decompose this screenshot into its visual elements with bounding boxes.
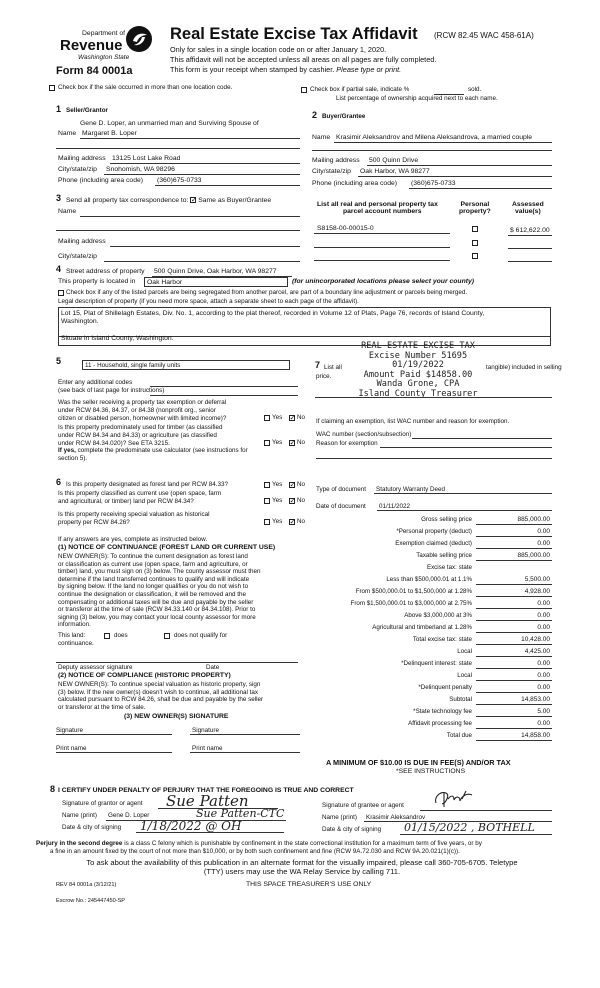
buyer-section-number: 2 [312,110,318,120]
legal-description-field[interactable]: Lot 15, Plat of Shillelagh Estates, Div. No. 1, according to the plat thereof, recorded in Volume 12 of Plats, Page 76, records of Island County, Washington. [58,307,551,337]
seller-name-line-2: Margaret B. Loper [82,130,137,137]
tax-row-value[interactable]: 14,853.00 [521,696,550,703]
grantor-signature-label: Signature of grantor or agent [62,800,143,807]
additional-codes-note: (see back of last page for instructions) [58,387,165,394]
ownership-note: List percentage of ownership acquired next to each name. [336,95,498,102]
buyer-city-label: City/state/zip [312,168,351,175]
grantee-date-label: Date & city of signing [322,826,382,833]
exemption-yes-label: Yes [272,414,283,421]
does-qualify-checkbox[interactable] [104,633,110,639]
timber-yes-checkbox[interactable] [264,440,270,446]
partial-sale-checkbox[interactable] [301,87,307,93]
new-owner-signature-label-1: Signature [56,727,83,734]
tax-row-label: Exemption claimed (deduct) [395,540,472,547]
correspondence-city-label: City/state/zip [58,253,97,260]
if-yes-instruction: If any answers are yes, complete as instructed below. [58,536,208,543]
buyer-city-value[interactable]: Oak Harbor, WA 98277 [360,168,430,175]
exemption-yes-checkbox[interactable] [264,415,270,421]
tax-row-label: *Delinquent penalty [418,684,472,691]
tax-row-label: Excise tax: state [426,564,472,571]
revenue-wordmark: Revenue [60,37,123,54]
tax-correspondence-label: Send all property tax correspondence to: ✓ Same as Buyer/Grantee [66,196,271,204]
grantor-date-label: Date & city of signing [62,824,122,831]
tax-row-label: Less than $500,000.01 at 1.1% [386,576,472,583]
tax-row-label: Local [457,672,472,679]
seller-mailing-label: Mailing address [58,155,106,162]
timber-yes-label: Yes [272,439,283,446]
current-use-yes-label: Yes [272,497,283,504]
buyer-name-value[interactable]: Krasimir Aleksandrov and Milena Aleksandrova, a married couple [336,134,533,141]
tax-row-label: Agricultural and timberland at 1.28% [372,624,472,631]
same-as-buyer-checkbox[interactable] [190,197,196,203]
page-title: Real Estate Excise Tax Affidavit [170,25,418,43]
treasurer-stamp: REAL ESTATE EXCISE TAX Excise Number 51695 01/19/2022 Amount Paid $14858.00 Wanda Grone, CPA Island County Treasurer [358,341,478,399]
section-7-text-a: List all [324,364,342,371]
current-use-question: Is this property classified as current use (open space, farm and agricultural, or timber) land per RCW 84.34? [58,490,222,505]
legal-description-field-cont[interactable]: Situate in Island County, Washington. [58,333,551,346]
tax-row-label: Above $3,000,000 at 3% [404,612,472,619]
tax-row-label: *State technology fee [413,708,472,715]
grantor-date-value: 1/18/2022 @ OH [140,819,242,833]
tax-row-value[interactable]: 0.00 [537,684,550,691]
form-number: Form 84 0001a [56,65,133,77]
reason-exemption-label: Reason for exemption [316,440,378,447]
compliance-text: NEW OWNER(S): To continue special valuation as historic property, sign (3) below. If the new owner(s) doesn't wish to continue, all additional tax calculated pursuant to RCW 84.26, shall be due and payable by the seller or transferor at the time of sale. [58,681,264,711]
exemption-no-label: No [297,414,306,421]
tax-row-label: From $500,000.01 to $1,500,000 at 1.28% [355,588,472,595]
buyer-mailing-label: Mailing address [312,157,360,164]
segregated-parcel-checkbox[interactable] [58,290,64,296]
timber-no-label: No [297,439,306,446]
timber-question: Is this property predominately used for timber (as classified under RCW 84.34 and 84.33) or agriculture (as classified under RCW 84.34.020)? See ETA 3215. [58,424,223,447]
tax-row-label: *Delinquent interest: state [401,660,472,667]
tax-row-value[interactable]: 4,425.00 [524,648,550,655]
washington-state-label: Washington State [78,54,130,61]
tax-row-value[interactable]: 885,000.00 [517,552,550,559]
seller-section-number: 1 [56,104,62,114]
grantor-agent-handwritten: Sue Patten-CTC [196,807,285,820]
exemption-claim-label: If claiming an exemption, list WAC number and reason for exemption. [316,418,510,425]
located-in-label: This property is located in [58,278,136,285]
tax-row-label: *Personal property (deduct) [396,528,472,535]
escrow-number: Escrow No.: 245447450-SP [56,898,126,904]
section-4-number: 4 [56,264,62,274]
tax-row-value[interactable]: 0.00 [537,600,550,607]
certification-statement: I CERTIFY UNDER PENALTY OF PERJURY THAT THE FOREGOING IS TRUE AND CORRECT [58,787,354,794]
tax-row-label: Affidavit processing fee [408,720,472,727]
tax-row-value[interactable]: 0.00 [537,540,550,547]
seller-city-value[interactable]: Snohomish, WA 98296 [106,166,175,173]
grantor-signature: Sue Patten [166,792,249,810]
tax-row-value[interactable]: 885,000.00 [517,516,550,523]
continuance-text: NEW OWNER(S): To continue the current designation as forest land or classification as current use (open space, farm and agriculture, or timber) land, you must sign on (3) below. The county assessor must then determine if the land transferred continues to qualify and will indicate by signing below. If the land no longer qualifies or you do not wish to continue the designation or classification, it will be removed and the compensating or additional taxes will be due and payable by the seller or transferor at the time of sale (RCW 84.33.140 or 84.34.108). Prior to signing (3) below, you may contact your local county assessor for more information. [58,553,261,629]
compliance-title: (2) NOTICE OF COMPLIANCE (HISTORIC PROPERTY) [58,672,231,679]
dor-logo-icon [126,26,152,52]
grantee-name-value[interactable]: Krasimir Aleksandrov [366,814,426,821]
predominate-use-note: If yes, complete the predominate use calculator (see instructions for section 5). [58,447,248,462]
seller-mailing-value[interactable]: 13125 Lost Lake Road [112,155,181,162]
seller-city-label: City/state/zip [58,166,97,173]
alternate-format-notice: To ask about the availability of this publication in an alternate format for the visually impaired, please call 360-705-6705. Teletype (TTY) users may use the WA Relay Service by calling 711. [86,858,518,877]
forest-no-label: No [297,481,306,488]
historic-yes-label: Yes [272,518,283,525]
multi-location-label: Check box if the sale occurred in more than one location code. [58,84,233,91]
current-use-no-checkbox[interactable] [289,498,295,504]
tax-row-value[interactable]: 0.00 [537,672,550,679]
multi-location-checkbox[interactable] [49,85,55,91]
tax-row-label: Total excise tax: state [412,636,472,643]
deputy-signature-label: Deputy assessor signature [58,664,133,671]
exemption-no-checkbox[interactable] [289,415,295,421]
personal-property-column-header: Personal property? [459,201,491,215]
current-use-no-label: No [297,497,306,504]
section-8-number: 8 [50,784,56,794]
tax-row-value[interactable]: 4,928.00 [524,588,550,595]
forest-yes-label: Yes [272,481,283,488]
historic-question: Is this property receiving special valuation as historical property per RCW 84.26? [58,511,210,526]
document-type-value[interactable]: Statutory Warranty Deed [376,486,446,493]
assessed-value-column-header: Assessed value(s) [512,201,544,215]
seller-phone-label: Phone (including area code) [58,177,144,184]
partial-sale-sold: sold. [468,86,482,93]
does-not-qualify-checkbox[interactable] [164,633,170,639]
section-5-number: 5 [56,356,62,366]
historic-no-label: No [297,518,306,525]
tax-row-label: Taxable selling price [416,552,472,559]
see-instructions: *SEE INSTRUCTIONS [396,768,466,775]
buyer-phone-value[interactable]: (360)675-0733 [411,180,456,187]
tax-row-value[interactable]: 10,428.00 [521,636,550,643]
revision-label: REV 84 0001a (3/12/21) [56,882,117,888]
document-date-label: Date of document [316,503,366,510]
buyer-mailing-value[interactable]: 500 Quinn Drive [369,157,419,164]
minimum-fee-notice: A MINIMUM OF $10.00 IS DUE IN FEE(S) AND/OR TAX [326,758,511,767]
tax-row-value[interactable]: 14,858.00 [521,732,550,739]
exemption-question: Was the seller receiving a property tax exemption or deferral under RCW 84.36, 84.37, or 84.38 (nonprofit org., senior citizen or disabled person, homeowner with limited income)? [58,399,227,422]
this-land-label: This land: [58,632,86,639]
tax-row-value[interactable]: 0.00 [537,612,550,619]
segregated-parcel-label: Check box if any of the listed parcels are being segregated from another parcel, are part of a boundary line adjustment or parcels being merged. [66,289,468,296]
parcel-column-header: List all real and personal property tax parcel account numbers [317,201,438,215]
new-owner-signature-title: (3) NEW OWNER(S) SIGNATURE [124,713,229,720]
section-7-text-c: tangible) included in selling [486,364,562,371]
treasurer-use-label: THIS SPACE TREASURER'S USE ONLY [246,881,372,888]
buyer-phone-label: Phone (including area code) [312,180,398,187]
current-use-yes-checkbox[interactable] [264,498,270,504]
legal-description-label: Legal description of property (if you need more space, attach a separate sheet to each page of the affidavit). [58,298,359,305]
location-note: (for unincorporated locations please select your county) [292,278,475,285]
header-line-1: Only for sales in a single location code on or after January 1, 2020. [170,45,387,54]
tax-row-value[interactable]: 0.00 [537,720,550,727]
tax-row-label: Gross selling price [421,516,472,523]
header-line-3: This form is your receipt when stamped by cashier. Please type or print. [170,65,402,74]
correspondence-name-label: Name [58,208,77,215]
grantee-signature-label: Signature of grantee or agent [322,802,404,809]
street-address-label: Street address of property [66,268,145,275]
continuance-label: continuance. [58,640,94,647]
grantor-name-label: Name (print) [62,812,97,819]
tax-row-value[interactable]: 5.00 [537,708,550,715]
tax-row-label: From $1,500,000.01 to $3,000,000 at 2.75% [350,600,472,607]
seller-heading: Seller/Grantor [66,107,108,114]
wac-number-label: WAC number (section/subsection) [316,431,412,438]
section-6-number: 6 [56,477,62,487]
document-date-value[interactable]: 01/11/2022 [379,503,411,510]
partial-sale-label: Check box if partial sale, indicate % [310,86,410,93]
grantee-date-value: 01/15/2022 , BOTHELL [404,821,535,834]
section-3-number: 3 [56,193,62,203]
forest-land-question: Is this property designated as forest land per RCW 84.33? [66,481,229,488]
perjury-notice: Perjury in the second degree is a class C felony which is punishable by confinement in the state correctional institution for a maximum term of five years, or by a fine in an amount fixed by the court of not more than $10,000, or by both such confinement and fine (RCW 9A.72.030 and RCW 9A.20.021(1)(c)). [36,840,482,855]
tax-row-label: Total due [446,732,472,739]
forest-yes-checkbox[interactable] [264,482,270,488]
grantor-name-value[interactable]: Gene D. Loper [108,812,150,819]
personal-property-checkbox-2[interactable] [472,240,478,246]
seller-name-label: Name [58,130,77,137]
grantee-signature-icon [432,789,476,816]
seller-phone-value[interactable]: (360)675-0733 [157,177,202,184]
grantee-name-label: Name (print) [322,814,357,821]
forest-no-checkbox[interactable] [289,482,295,488]
buyer-heading: Buyer/Grantee [322,113,366,120]
timber-no-checkbox[interactable] [289,440,295,446]
personal-property-checkbox-1[interactable] [472,226,478,232]
section-7-text-b: price. [316,373,332,380]
tax-row-value[interactable]: 0.00 [537,528,550,535]
dept-of-label: Department of [82,30,126,37]
street-address-value[interactable]: 500 Quinn Drive, Oak Harbor, WA 98277 [154,268,277,275]
tax-row-label: Subtotal [449,696,472,703]
new-owner-print-label-1: Print name [56,745,87,752]
new-owner-print-label-2: Print name [192,745,223,752]
tax-row-value[interactable]: 0.00 [537,660,550,667]
rcw-reference: (RCW 82.45 WAC 458-61A) [434,31,534,40]
does-not-qualify-label: does not qualify for [174,632,228,639]
new-owner-signature-label-2: Signature [192,727,219,734]
personal-property-checkbox-3[interactable] [472,253,478,259]
seller-name-line-1: Gene D. Loper, an unmarried man and Surviving Spouse of [80,120,259,127]
correspondence-mailing-label: Mailing address [58,238,106,245]
tax-row-value[interactable]: 5,500.00 [524,576,550,583]
parcel-number[interactable]: S8158-00-00015-0 [317,225,374,232]
document-type-label: Type of document [316,486,367,493]
does-label: does [114,632,128,639]
section-7-number: 7 [315,360,321,370]
additional-codes-label: Enter any additional codes [58,379,133,386]
location-select[interactable]: Oak Harbor [144,277,288,287]
tax-row-value[interactable]: 0.00 [537,624,550,631]
use-code-select[interactable]: 11 - Household, single family units [82,360,290,370]
tax-row-label: Local [457,648,472,655]
buyer-name-label: Name [312,134,331,141]
header-line-2: This affidavit will not be accepted unless all areas on all pages are fully completed. [170,55,437,64]
assessed-value[interactable]: $ 612,622.00 [510,227,550,234]
continuance-title: (1) NOTICE OF CONTINUANCE (FOREST LAND OR CURRENT USE) [58,544,276,551]
deputy-date-label: Date [206,664,220,671]
